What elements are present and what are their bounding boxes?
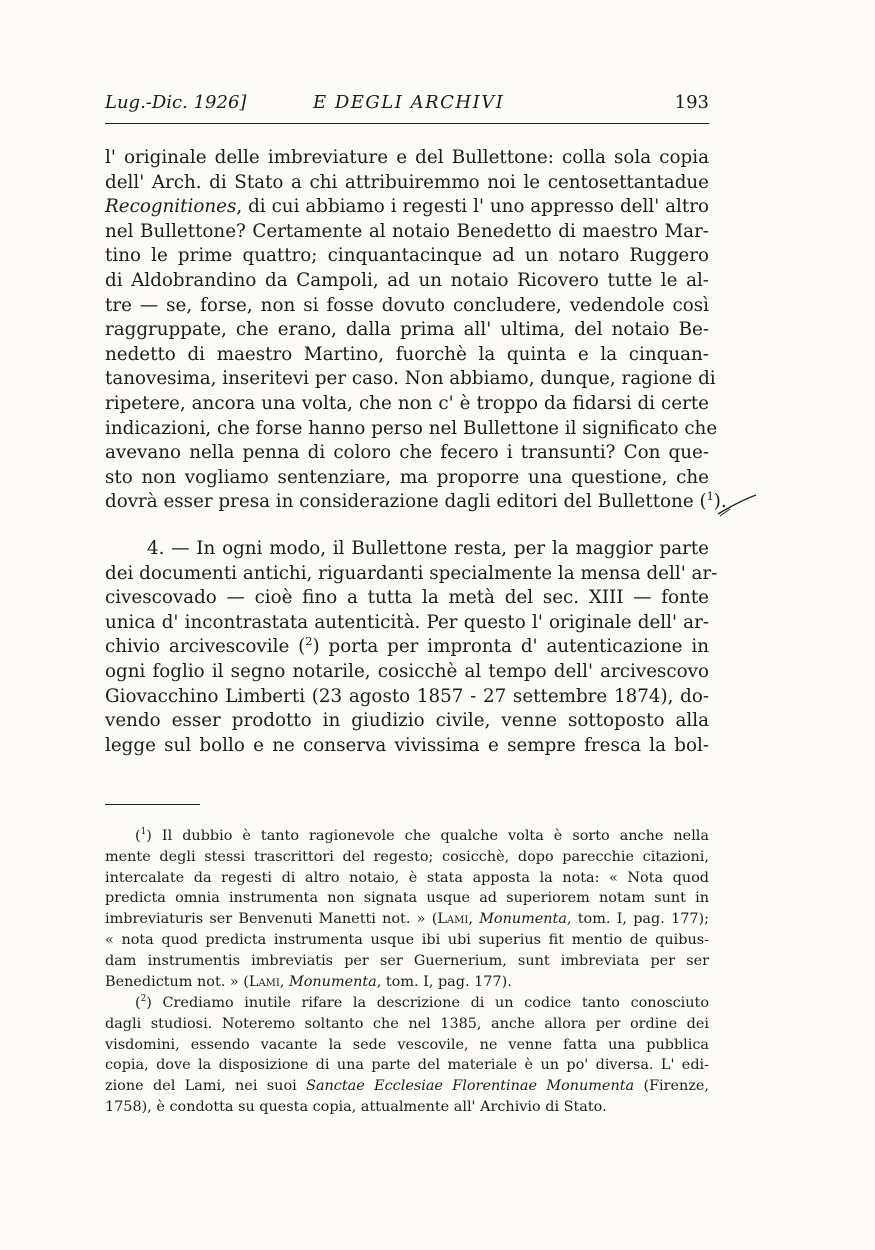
footnote-2: [105, 993, 709, 1118]
text-line: l' originale delle imbreviature e del Bullettone: colla sola copia: [105, 147, 709, 168]
text-line: copia, dove la disposizione di una parte del materiale è un po' diversa. L' edi-: [105, 1057, 709, 1074]
footnote-ref-1: 1: [706, 489, 714, 504]
text-line: dagli studiosi. Noteremo soltanto che nel 1385, anche allora per ordine dei: [105, 1015, 709, 1032]
footnote-1: [105, 826, 709, 992]
text-line: ($^2$) Crediamo inutile rifare la descrizione di un codice tanto conosciuto: [135, 994, 709, 1011]
text-line: nel Bullettone? Certamente al notaio Benedetto di maestro Mar-: [105, 220, 709, 242]
text-line: Recognitiones, di cui abbiamo i regesti l' uno appresso dell' altro: [105, 196, 709, 218]
text-line: vendo esser prodotto in giudizio civile, venne sottoposto alla: [105, 710, 709, 732]
header-title: E DEGLI ARCHIVI: [313, 92, 505, 113]
recognitiones-title: Recognitiones: [105, 196, 237, 218]
text-line: nedetto di maestro Martino, fuorchè la quinta e la cinquan-: [105, 343, 709, 365]
text-line: dam instrumentis imbreviatis per ser Guernerium, sunt imbreviata per ser: [105, 952, 709, 969]
footnote-marker-2: 2: [140, 994, 147, 1005]
text-line: zione del Lami, nei suoi Sanctae Ecclesiae Florentinae Monumenta (Firenze,: [105, 1078, 709, 1095]
pen-mark-icon: [716, 492, 758, 518]
text-line: unica d' incontrastata autenticità. Per questo l' originale dell' ar-: [105, 611, 709, 633]
text-line: di Aldobrandino da Campoli, ad un notaio Ricovero tutte le al-: [105, 269, 709, 291]
text-line: raggruppate, che erano, dalla prima all' ultima, del notaio Be-: [105, 319, 709, 341]
text-line: visdomini, essendo vacante la sede vescovile, ne venne fatta una pubblica: [105, 1036, 709, 1053]
text-line: mente degli stessi trascrittori del regesto; cosicchè, dopo parecchie citazioni,: [105, 848, 709, 865]
text-line: tanovesima, inseritevi per caso. Non abbiamo, dunque, ragione di: [105, 368, 716, 390]
text-line: tre — se, forse, non si fosse dovuto concludere, vedendole così: [105, 294, 709, 316]
text-line: predicta omnia instrumenta non signata usque ad superiorem notam sunt in: [105, 890, 709, 907]
footnote-marker-1: 1: [140, 827, 147, 838]
text-line: civescovado — cioè fino a tutta la metà del sec. XIII — fonte: [105, 587, 709, 609]
paragraph-1: [105, 146, 727, 515]
text-line: imbreviaturis ser Benvenuti Manetti not. » (Lami, Monumenta, tom. I, pag. 177);: [105, 911, 709, 928]
text-line: legge sul bollo e ne conserva vivissima e sempre fresca la bol-: [105, 734, 709, 756]
text-line: tino le prime quattro; cinquantacinque ad un notaro Ruggero: [105, 245, 709, 267]
footnote-ref-2: 2: [305, 634, 313, 649]
text-line: 4. — In ogni modo, il Bullettone resta, per la maggior parte: [147, 538, 709, 559]
footnote-rule: [105, 804, 200, 805]
running-header: [105, 92, 709, 118]
text-line: ripetere, ancora una volta, che non c' è troppo da fidarsi di certe: [105, 392, 709, 414]
header-date-range: Lug.-Dic. 1926]: [105, 92, 247, 113]
text-line: sto non vogliamo sentenziare, ma proporre una questione, che: [105, 466, 709, 488]
text-line: dovrà esser presa in considerazione dagli editori del Bullettone ($^1$).: [105, 489, 727, 513]
paragraph-2: [105, 537, 718, 758]
text-line: Giovacchino Limberti (23 agosto 1857 - 27 settembre 1874), do-: [105, 685, 709, 707]
text-line: indicazioni, che forse hanno perso nel Bullettone il significato che: [105, 417, 718, 439]
text-line: ogni foglio il segno notarile, cosicchè al tempo dell' arcivescovo: [105, 660, 709, 682]
text-line: avevano nella penna di coloro che fecero i transunti? Con que-: [105, 442, 709, 464]
text-line: dei documenti antichi, riguardanti specialmente la mensa dell' ar-: [105, 562, 718, 584]
text-line: intercalate da regesti di altro notaio, è stata apposta la nota: « Nota quod: [105, 869, 709, 886]
page-number: 193: [674, 92, 709, 113]
text-line: 1758), è condotta su questa copia, attualmente all' Archivio di Stato.: [105, 1098, 607, 1115]
text-line: chivio arcivescovile ($^2$) porta per impronta d' autenticazione in: [105, 634, 709, 658]
text-line: « nota quod predicta instrumenta usque ibi ubi superius fit mentio de quibus-: [105, 931, 709, 948]
header-rule: [105, 123, 709, 124]
text-line: Benedictum not. » (Lami, Monumenta, tom. I, pag. 177).: [105, 973, 512, 990]
text-line: dell' Arch. di Stato a chi attribuiremmo noi le centosettantadue: [105, 171, 709, 193]
text-line: ($^1$) Il dubbio è tanto ragionevole che qualche volta è sorto anche nella: [135, 827, 709, 844]
